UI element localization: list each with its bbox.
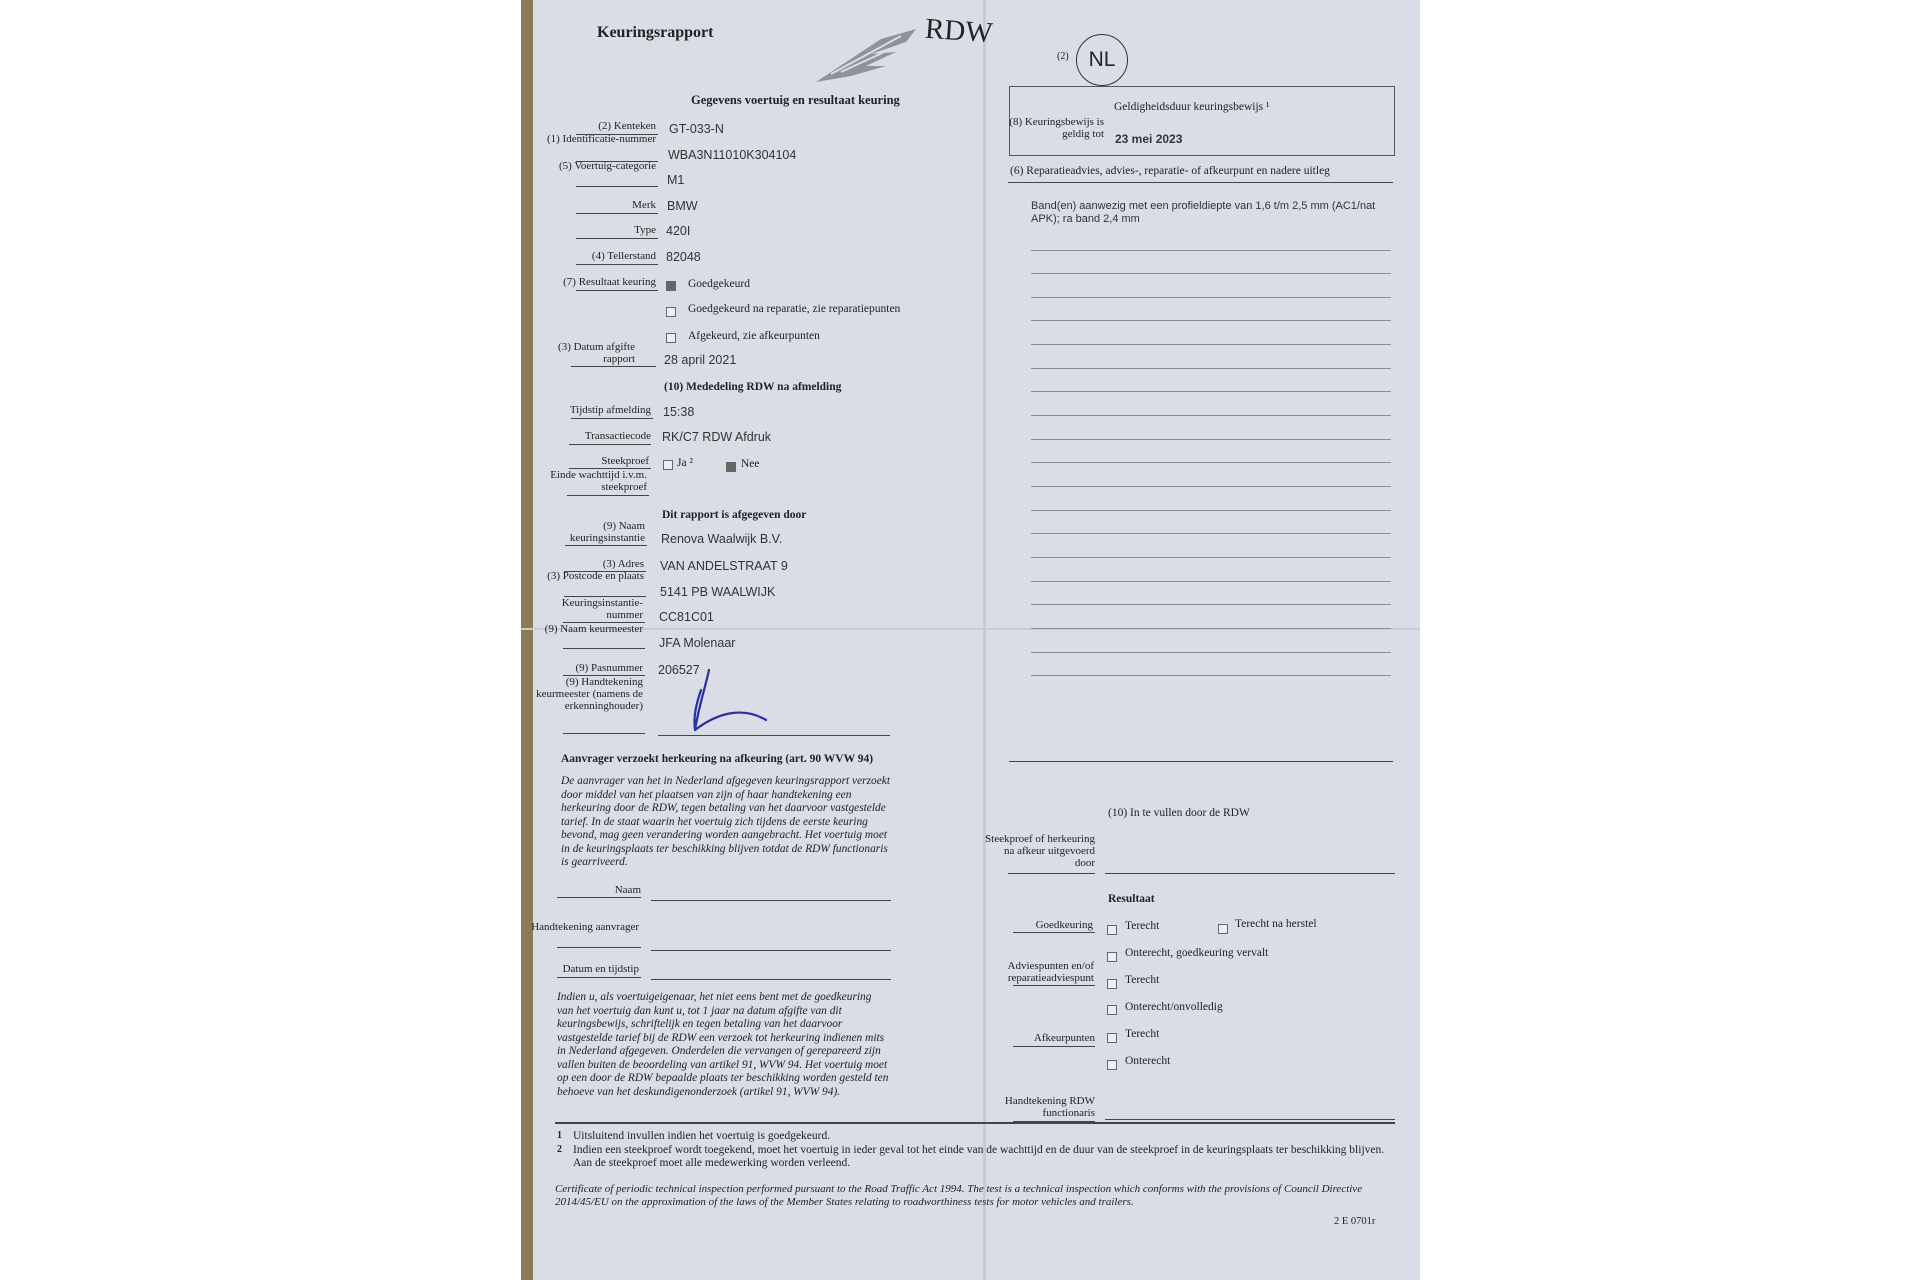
- validity-title: Geldigheidsduur keuringsbewijs ¹: [1114, 101, 1270, 113]
- sample-input-line: [1105, 873, 1395, 874]
- label-resultaat: (7) Resultaat keuring: [563, 276, 656, 288]
- option-goedkeuring-onterecht: Onterecht, goedkeuring vervalt: [1125, 947, 1269, 959]
- underline: [565, 545, 647, 546]
- label-wachttijd: Einde wachttijd i.v.m. steekproef: [550, 469, 647, 493]
- inspector-signature-icon: [681, 660, 791, 740]
- label-naam-aanvrager: Naam: [614, 884, 641, 896]
- value-kenteken: GT-033-N: [669, 122, 724, 136]
- option-steekproef-ja: Ja ²: [677, 457, 693, 469]
- label-categorie: (5) Voertuig-categorie: [558, 160, 656, 172]
- label-merk: Merk: [632, 199, 656, 211]
- validity-label: (8) Keuringsbewijs is geldig tot: [1009, 116, 1104, 140]
- footnote-2-number: 2: [557, 1144, 562, 1155]
- checkbox-afkeur-onterecht: [1107, 1060, 1117, 1070]
- underline: [571, 418, 653, 419]
- value-transactiecode: RK/C7 RDW Afdruk: [662, 430, 772, 444]
- advice-line: [1031, 581, 1391, 582]
- label-adres: (3) Adres: [602, 558, 644, 570]
- label-keuringsinstantie-nummer: Keuringsinstantie-nummer: [561, 597, 643, 621]
- checkbox-terecht-na-herstel: [1218, 924, 1228, 934]
- option-advies-onterecht: Onterecht/onvolledig: [1125, 1001, 1223, 1013]
- value-identificatie: WBA3N11010K304104: [668, 148, 797, 162]
- option-afkeur-terecht: Terecht: [1125, 1028, 1160, 1040]
- advice-line: [1031, 628, 1391, 629]
- value-tellerstand: 82048: [666, 250, 701, 264]
- label-pasnummer: (9) Pasnummer: [575, 662, 643, 674]
- rdw-section-title: (10) In te vullen door de RDW: [1108, 807, 1250, 819]
- checkbox-steekproef-ja: [663, 460, 673, 470]
- value-postcode: 5141 PB WAALWIJK: [660, 585, 776, 599]
- label-datum-tijdstip: Datum en tijdstip: [562, 963, 639, 975]
- option-goedgekeurd: Goedgekeurd: [688, 278, 750, 290]
- underline: [1013, 985, 1095, 986]
- checkbox-goedgekeurd-reparatie: [666, 307, 676, 317]
- label-transactiecode: Transactiecode: [584, 430, 651, 442]
- notice-title: (10) Mededeling RDW na afmelding: [664, 381, 842, 393]
- page-edge-shadow: [521, 0, 533, 1280]
- option-afkeur-onterecht: Onterecht: [1125, 1055, 1171, 1067]
- reinspection-text: De aanvrager van het in Nederland afgegeven keuringsrapport verzoekt door middel van het plaatsen van zijn of haar handtekening een herkeuring door de RDW, tegen betaling van het daarvoor vastgestelde tarief. In de staat waarin het voertuig zich tijdens de eerste keuring bevond, mag geen verandering worden aangebracht. Het voertuig moet in de keuringsplaats ter beschikking blijven totdat de RDW functionaris is gearriveerd.: [561, 775, 890, 868]
- value-categorie: M1: [667, 173, 685, 187]
- value-merk: BMW: [667, 199, 698, 213]
- label-goedkeuring: Goedkeuring: [1035, 919, 1093, 931]
- checkbox-advies-onterecht: [1107, 1005, 1117, 1015]
- option-steekproef-nee: Nee: [741, 458, 760, 470]
- value-pasnummer: 206527: [658, 663, 700, 677]
- underline: [1008, 182, 1393, 183]
- underline: [563, 648, 645, 649]
- option-goedgekeurd-reparatie: Goedgekeurd na reparatie, zie reparatiepunten: [688, 303, 901, 315]
- country-code: NL: [1088, 48, 1116, 71]
- advice-line: [1031, 250, 1391, 251]
- underline: [557, 977, 641, 978]
- label-keurmeester: (9) Naam keurmeester: [544, 623, 643, 635]
- advice-line: [1031, 415, 1391, 416]
- advice-line: [1031, 533, 1391, 534]
- underline: [557, 897, 641, 898]
- advice-end-line: [1009, 761, 1393, 762]
- brand-footnote: (2): [1057, 51, 1069, 62]
- checkbox-goedkeuring-terecht: [1107, 925, 1117, 935]
- label-afkeurpunten: Afkeurpunten: [1033, 1032, 1095, 1044]
- advice-line: [1031, 604, 1391, 605]
- label-naam-keuringsinstantie: (9) Naam keuringsinstantie: [569, 520, 645, 544]
- footnote-1: Uitsluitend invullen indien het voertuig is goedgekeurd.: [573, 1130, 831, 1142]
- footnote-2: Indien een steekproef wordt toegekend, moet het voertuig in ieder geval tot het einde van de wachttijd en de duur van de steekproef in de keuringsplaats ter beschikking blijven. Aan de steekproef moet alle medewerking worden verleend.: [573, 1144, 1385, 1169]
- label-steekproef: Steekproef: [601, 455, 649, 467]
- underline: [563, 733, 645, 734]
- advice-line: [1031, 273, 1391, 274]
- underline: [576, 213, 658, 214]
- advice-line: [1031, 652, 1391, 653]
- underline: [1013, 932, 1095, 933]
- value-type: 420I: [666, 224, 691, 238]
- rdw-brand: RDW: [923, 12, 994, 50]
- underline: [567, 495, 649, 496]
- checkbox-advies-terecht: [1107, 979, 1117, 989]
- form-code: 2 E 0701r: [1334, 1216, 1376, 1227]
- underline: [576, 186, 658, 187]
- advice-line: [1031, 320, 1391, 321]
- issuer-title: Dit rapport is afgegeven door: [662, 509, 807, 521]
- label-identificatie: (1) Identificatie-nummer: [546, 133, 656, 145]
- advice-line: [1031, 439, 1391, 440]
- advice-line: [1031, 297, 1391, 298]
- advice-line: [1031, 557, 1391, 558]
- label-kenteken: (2) Kenteken: [598, 120, 656, 132]
- country-badge: [1076, 34, 1128, 86]
- datetime-input-line: [651, 979, 891, 980]
- label-handtekening-keurmeester: (9) Handtekening keurmeester (namens de erkenninghouder): [536, 676, 643, 712]
- advice-line: [1031, 391, 1391, 392]
- label-datum: (3) Datum afgifte rapport: [558, 341, 635, 365]
- checkbox-afgekeurd: [666, 333, 676, 343]
- label-type: Type: [634, 224, 656, 236]
- value-datum: 28 april 2021: [664, 353, 737, 367]
- advice-line: [1031, 368, 1391, 369]
- label-handtekening-aanvrager: Handtekening aanvrager: [531, 921, 639, 933]
- owner-notice-text: Indien u, als voertuigeigenaar, het niet eens bent met de goedkeuring van het voertuig dan kunt u, tot 1 jaar na datum afgifte van dit keuringsbewijs, schriftelijk en tegen betaling van het daarvoor vastgestelde tarief bij de RDW een verzoek tot herkeuring indienen mits in Nederland afgegeven. Onderdelen die vervangen of gerepareerd zijn vallen buiten de beoordeling van artikel 91, WVW 94. Het voertuig moet op een door de RDW bepaalde plaats ter beschikking worden gesteld ten behoeve van het deskundigenonderzoek (artikel 91, WVW 94).: [557, 991, 889, 1098]
- value-keuringsinstantie: Renova Waalwijk B.V.: [661, 532, 783, 546]
- reinspection-title: Aanvrager verzoekt herkeuring na afkeuring (art. 90 WVW 94): [561, 753, 874, 765]
- label-tijdstip: Tijdstip afmelding: [569, 404, 651, 416]
- underline: [569, 444, 651, 445]
- name-input-line: [651, 900, 891, 901]
- value-instantienummer: CC81C01: [659, 610, 714, 624]
- advice-line: [1031, 486, 1391, 487]
- footnote-1-number: 1: [557, 1130, 562, 1141]
- result-title: Resultaat: [1108, 893, 1155, 905]
- report-title: Keuringsrapport: [597, 24, 714, 41]
- section-vehicle-title: Gegevens voertuig en resultaat keuring: [691, 93, 900, 107]
- value-keurmeester: JFA Molenaar: [659, 636, 736, 650]
- certificate-text: Certificate of periodic technical inspection performed pursuant to the Road Traffic Act 1994. The test is a technical inspection which conforms with the provisions of Council Directive 2014/45/EU on the approximation of the laws of the Member States relating to roadworthiness tests for motor vehicles and trailers.: [555, 1183, 1363, 1208]
- label-steekproef-rdw: Steekproef of herkeuring na afkeur uitgevoerd door: [985, 833, 1095, 869]
- advice-line: [1031, 675, 1391, 676]
- advice-line: [1031, 510, 1391, 511]
- underline: [576, 264, 658, 265]
- checkbox-goedgekeurd: [666, 281, 676, 291]
- label-tellerstand: (4) Tellerstand: [591, 250, 656, 262]
- advice-line: [1031, 462, 1391, 463]
- checkbox-steekproef-nee: [726, 462, 736, 472]
- label-adviespunten: Adviespunten en/of reparatieadviespunt: [1007, 960, 1094, 984]
- advice-title: (6) Reparatieadvies, advies-, reparatie- of afkeurpunt en nadere uitleg: [1010, 165, 1330, 177]
- underline: [576, 238, 658, 239]
- checkbox-afkeur-terecht: [1107, 1033, 1117, 1043]
- underline: [1008, 873, 1095, 874]
- option-goedkeuring-terecht: Terecht: [1125, 920, 1160, 932]
- underline: [571, 366, 656, 367]
- advice-text: Band(en) aanwezig met een profieldiepte van 1,6 t/m 2,5 mm (AC1/nat APK); ra band 2,4 mm: [1031, 200, 1376, 225]
- advice-line: [1031, 344, 1391, 345]
- rdw-logo-icon: [811, 24, 921, 84]
- checkbox-goedkeuring-onterecht: [1107, 952, 1117, 962]
- option-advies-terecht: Terecht: [1125, 974, 1160, 986]
- underline: [1013, 1046, 1095, 1047]
- underline: [557, 947, 641, 948]
- rdw-signature-line: [1105, 1119, 1395, 1120]
- option-terecht-na-herstel: Terecht na herstel: [1235, 918, 1317, 930]
- value-tijdstip: 15:38: [663, 405, 695, 419]
- value-adres: VAN ANDELSTRAAT 9: [660, 559, 788, 573]
- label-postcode: (3) Postcode en plaats: [547, 570, 644, 582]
- option-afgekeurd: Afgekeurd, zie afkeurpunten: [688, 330, 820, 342]
- label-handtekening-rdw: Handtekening RDW functionaris: [1004, 1095, 1095, 1119]
- signature-input-line: [651, 950, 891, 951]
- validity-value: 23 mei 2023: [1115, 132, 1183, 146]
- vertical-fold: [983, 0, 986, 1280]
- footer-divider: [555, 1122, 1395, 1124]
- inspection-report-sheet: [521, 0, 1420, 1280]
- underline: [576, 290, 658, 291]
